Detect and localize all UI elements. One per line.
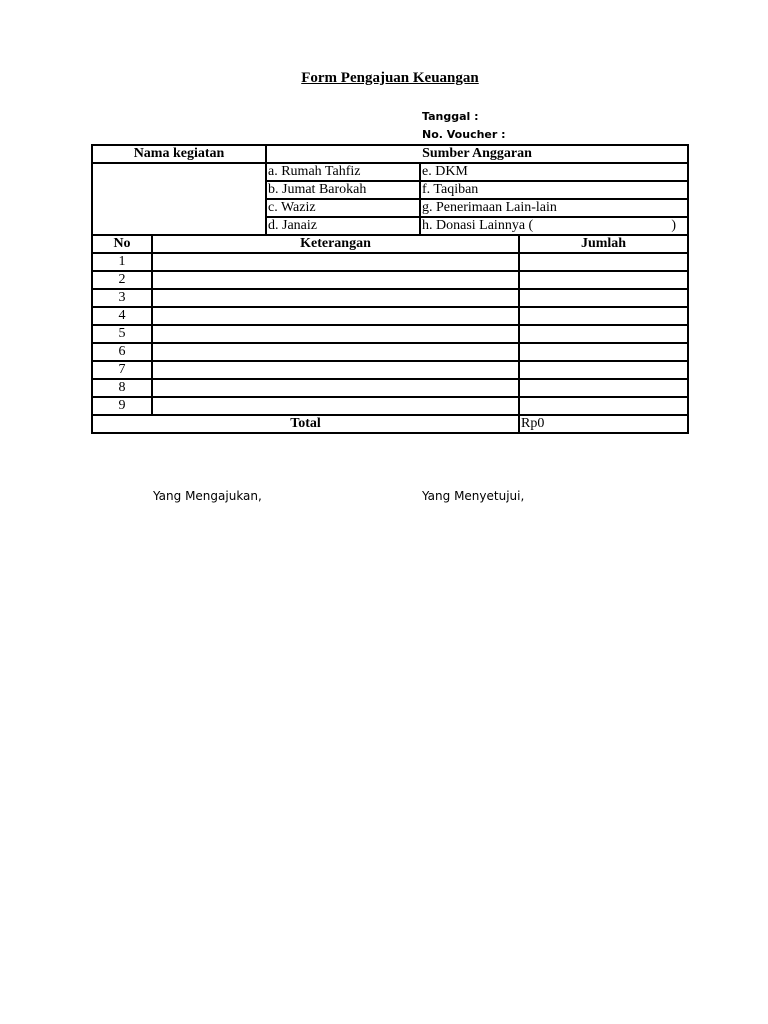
table-row xyxy=(92,253,688,271)
sumber-anggaran-header: Sumber Anggaran xyxy=(266,145,688,163)
keterangan-header: Keterangan xyxy=(152,235,519,253)
total-row xyxy=(92,415,688,433)
jumlah-cell[interactable] xyxy=(519,325,688,343)
source-option-h xyxy=(420,217,688,235)
nama-kegiatan-header: Nama kegiatan xyxy=(92,145,266,163)
table-row xyxy=(92,271,688,289)
keterangan-cell[interactable] xyxy=(152,253,519,271)
source-option-e: e. DKM xyxy=(420,163,688,181)
jumlah-cell[interactable] xyxy=(519,343,688,361)
row-number: 1 xyxy=(92,253,152,271)
table-row xyxy=(92,379,688,397)
jumlah-header: Jumlah xyxy=(519,235,688,253)
source-option-c: c. Waziz xyxy=(266,199,420,217)
jumlah-cell[interactable] xyxy=(519,379,688,397)
keterangan-cell[interactable] xyxy=(152,397,519,415)
no-header: No xyxy=(92,235,152,253)
source-row xyxy=(92,163,688,181)
voucher-label: No. Voucher : xyxy=(422,128,506,141)
tanggal-label: Tanggal : xyxy=(422,110,479,123)
table-row xyxy=(92,289,688,307)
keterangan-cell[interactable] xyxy=(152,307,519,325)
keterangan-cell[interactable] xyxy=(152,289,519,307)
total-label: Total xyxy=(92,415,519,433)
jumlah-cell[interactable] xyxy=(519,271,688,289)
row-number: 5 xyxy=(92,325,152,343)
row-number: 2 xyxy=(92,271,152,289)
signature-penyetuju: Yang Menyetujui, xyxy=(422,489,525,503)
source-option-b: b. Jumat Barokah xyxy=(266,181,420,199)
jumlah-cell[interactable] xyxy=(519,361,688,379)
table-row xyxy=(92,307,688,325)
jumlah-cell[interactable] xyxy=(519,307,688,325)
source-option-g: g. Penerimaan Lain-lain xyxy=(420,199,688,217)
source-option-a: a. Rumah Tahfiz xyxy=(266,163,420,181)
signature-pengaju: Yang Mengajukan, xyxy=(153,489,262,503)
row-number: 6 xyxy=(92,343,152,361)
keterangan-cell[interactable] xyxy=(152,325,519,343)
keterangan-cell[interactable] xyxy=(152,343,519,361)
form-table xyxy=(91,144,689,434)
column-header-row xyxy=(92,235,688,253)
row-number: 4 xyxy=(92,307,152,325)
nama-kegiatan-input[interactable] xyxy=(92,163,266,235)
keterangan-cell[interactable] xyxy=(152,379,519,397)
table-row xyxy=(92,325,688,343)
keterangan-cell[interactable] xyxy=(152,271,519,289)
jumlah-cell[interactable] xyxy=(519,289,688,307)
donasi-label: h. Donasi Lainnya ( xyxy=(422,218,534,233)
row-number: 8 xyxy=(92,379,152,397)
table-row xyxy=(92,343,688,361)
source-option-d: d. Janaiz xyxy=(266,217,420,235)
jumlah-cell[interactable] xyxy=(519,253,688,271)
table-row xyxy=(92,361,688,379)
table-row xyxy=(92,397,688,415)
header-row xyxy=(92,145,688,163)
form-title: Form Pengajuan Keuangan xyxy=(301,70,479,86)
row-number: 7 xyxy=(92,361,152,379)
keterangan-cell[interactable] xyxy=(152,361,519,379)
total-value: Rp0 xyxy=(519,415,688,433)
source-option-f: f. Taqiban xyxy=(420,181,688,199)
row-number: 9 xyxy=(92,397,152,415)
donasi-close-paren: ) xyxy=(671,218,677,233)
jumlah-cell[interactable] xyxy=(519,397,688,415)
row-number: 3 xyxy=(92,289,152,307)
